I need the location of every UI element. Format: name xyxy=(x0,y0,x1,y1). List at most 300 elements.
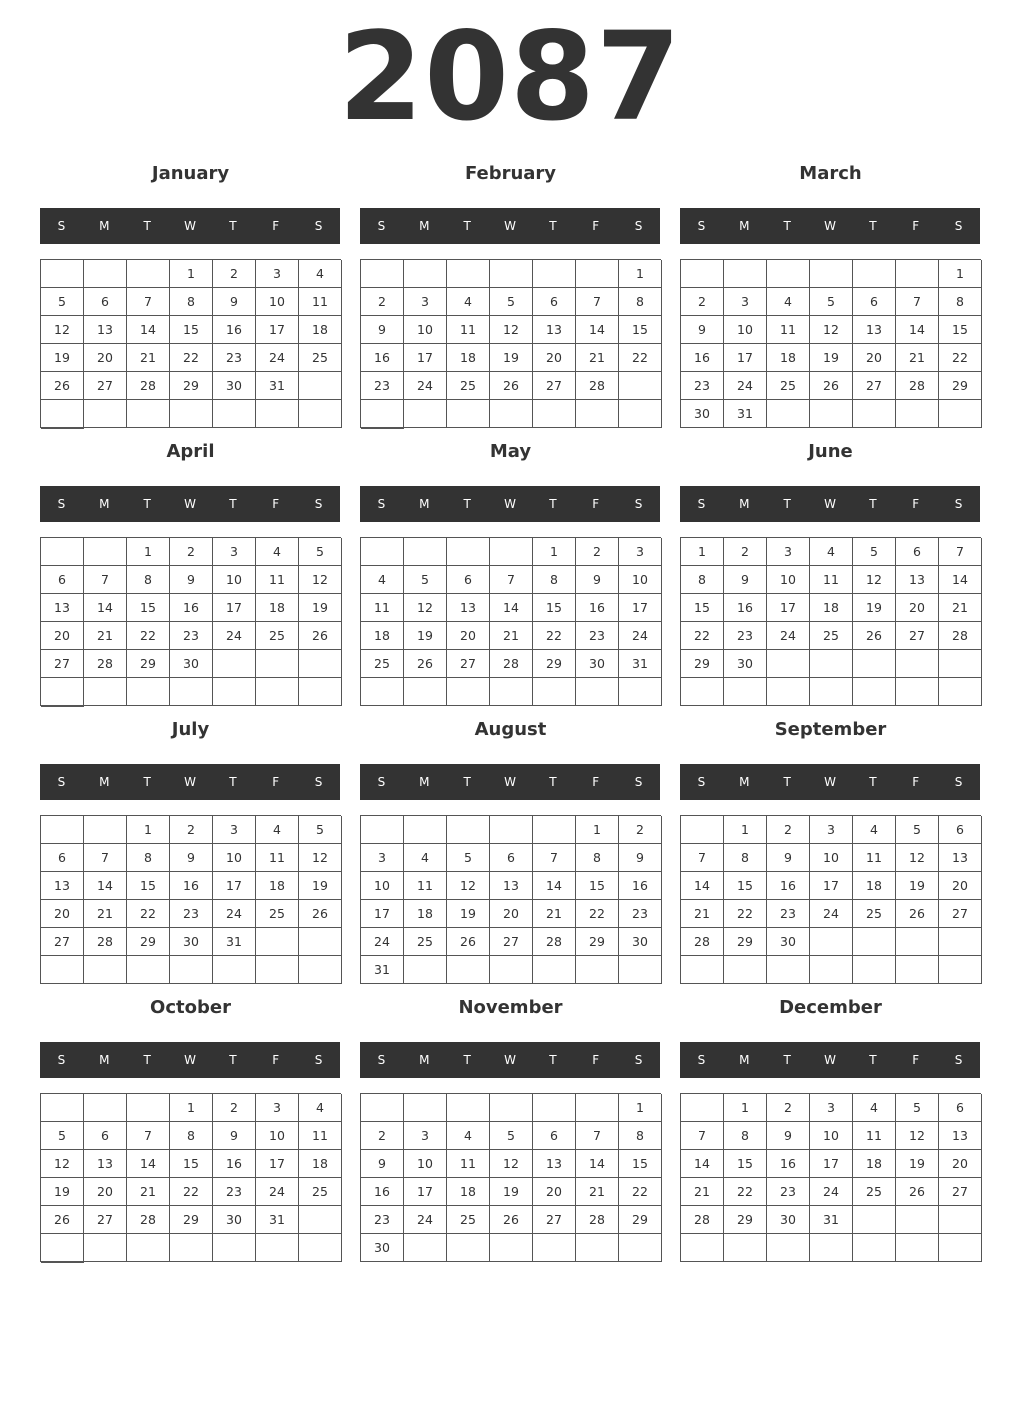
empty-day-cell xyxy=(170,1234,213,1262)
day-cell: 1 xyxy=(576,816,619,844)
day-cell: 31 xyxy=(361,956,404,984)
day-cell: 27 xyxy=(490,928,533,956)
day-cell: 23 xyxy=(361,1206,404,1234)
day-cell: 15 xyxy=(681,594,724,622)
empty-day-cell xyxy=(853,956,896,984)
empty-day-cell xyxy=(404,1234,447,1262)
day-cell: 10 xyxy=(256,288,299,316)
day-cell: 2 xyxy=(767,1094,810,1122)
day-cell: 26 xyxy=(447,928,490,956)
day-cell: 29 xyxy=(619,1206,662,1234)
day-cell: 24 xyxy=(256,1178,299,1206)
empty-day-cell xyxy=(213,650,256,678)
day-cell: 14 xyxy=(533,872,576,900)
day-cell: 24 xyxy=(361,928,404,956)
empty-day-cell xyxy=(490,816,533,844)
day-cell: 3 xyxy=(404,288,447,316)
weekday-label: S xyxy=(57,219,66,233)
day-cell: 16 xyxy=(213,1150,256,1178)
day-cell: 13 xyxy=(41,872,84,900)
empty-day-cell xyxy=(404,956,447,984)
day-cell: 22 xyxy=(533,622,576,650)
empty-day-cell xyxy=(361,538,404,566)
day-cell: 28 xyxy=(939,622,982,650)
empty-day-cell xyxy=(681,260,724,288)
weekday-label: F xyxy=(592,497,600,511)
day-cell: 4 xyxy=(853,1094,896,1122)
weekday-label: F xyxy=(912,497,920,511)
day-cell: 23 xyxy=(170,622,213,650)
day-cell: 21 xyxy=(127,1178,170,1206)
day-cell: 19 xyxy=(299,594,342,622)
empty-day-cell xyxy=(896,400,939,428)
day-cell: 21 xyxy=(127,344,170,372)
day-cell: 15 xyxy=(170,1150,213,1178)
empty-day-cell xyxy=(404,400,447,428)
empty-day-cell xyxy=(810,956,853,984)
month-august xyxy=(360,716,661,986)
day-cell: 24 xyxy=(767,622,810,650)
day-cell: 20 xyxy=(939,1150,982,1178)
day-cell: 23 xyxy=(361,372,404,400)
day-cell: 16 xyxy=(681,344,724,372)
day-cell: 13 xyxy=(939,1122,982,1150)
day-cell: 4 xyxy=(447,1122,490,1150)
empty-day-cell xyxy=(576,260,619,288)
day-cell: 1 xyxy=(170,1094,213,1122)
weekday-label: T xyxy=(783,1053,791,1067)
day-cell: 6 xyxy=(533,1122,576,1150)
empty-day-cell xyxy=(810,400,853,428)
weekday-label: S xyxy=(954,1053,963,1067)
month-november xyxy=(360,994,661,1264)
day-cell: 25 xyxy=(361,650,404,678)
day-cell: 3 xyxy=(256,260,299,288)
day-cell: 13 xyxy=(84,1150,127,1178)
day-cell: 12 xyxy=(41,316,84,344)
empty-day-cell xyxy=(404,1094,447,1122)
day-cell: 6 xyxy=(853,288,896,316)
day-cell: 5 xyxy=(447,844,490,872)
empty-day-cell xyxy=(767,400,810,428)
day-cell: 22 xyxy=(127,622,170,650)
day-cell: 30 xyxy=(170,650,213,678)
day-cell: 15 xyxy=(724,872,767,900)
empty-day-cell xyxy=(84,678,127,706)
empty-day-cell xyxy=(127,1094,170,1122)
weekday-label: T xyxy=(869,497,877,511)
empty-day-cell xyxy=(724,956,767,984)
day-cell: 24 xyxy=(213,900,256,928)
weekday-label: S xyxy=(314,219,323,233)
day-cell: 20 xyxy=(41,900,84,928)
day-cell: 11 xyxy=(767,316,810,344)
empty-day-cell xyxy=(490,956,533,984)
weekday-label: T xyxy=(463,497,471,511)
day-cell: 27 xyxy=(84,372,127,400)
weekday-label: S xyxy=(314,1053,323,1067)
day-cell: 15 xyxy=(576,872,619,900)
day-cell: 30 xyxy=(170,928,213,956)
empty-day-cell xyxy=(127,956,170,984)
day-cell: 30 xyxy=(681,400,724,428)
day-grid xyxy=(360,1093,661,1262)
day-cell: 26 xyxy=(853,622,896,650)
weekday-label: M xyxy=(99,219,110,233)
day-cell: 14 xyxy=(939,566,982,594)
empty-day-cell xyxy=(256,1234,299,1262)
day-cell: 13 xyxy=(84,316,127,344)
empty-day-cell xyxy=(896,956,939,984)
weekday-label: T xyxy=(869,775,877,789)
day-cell: 29 xyxy=(939,372,982,400)
day-cell: 14 xyxy=(896,316,939,344)
empty-day-cell xyxy=(41,956,84,984)
weekday-label: W xyxy=(824,1053,836,1067)
day-cell: 10 xyxy=(767,566,810,594)
day-cell: 23 xyxy=(681,372,724,400)
day-cell: 11 xyxy=(299,288,342,316)
empty-day-cell xyxy=(361,1094,404,1122)
day-cell: 2 xyxy=(213,1094,256,1122)
empty-day-cell xyxy=(41,260,84,288)
weekday-label: W xyxy=(504,1053,516,1067)
day-cell: 3 xyxy=(810,1094,853,1122)
day-cell: 25 xyxy=(853,1178,896,1206)
day-cell: 4 xyxy=(256,816,299,844)
month-march xyxy=(680,160,981,430)
weekday-label: T xyxy=(549,219,557,233)
day-cell: 26 xyxy=(490,1206,533,1234)
day-cell: 16 xyxy=(619,872,662,900)
empty-day-cell xyxy=(127,678,170,706)
weekday-label: S xyxy=(314,497,323,511)
day-cell: 23 xyxy=(213,344,256,372)
day-cell: 11 xyxy=(361,594,404,622)
empty-day-cell xyxy=(447,678,490,706)
empty-day-cell xyxy=(84,1094,127,1122)
weekday-label: W xyxy=(184,497,196,511)
day-grid xyxy=(680,1093,981,1262)
day-cell: 11 xyxy=(256,566,299,594)
empty-day-cell xyxy=(533,260,576,288)
day-cell: 17 xyxy=(810,1150,853,1178)
empty-day-cell xyxy=(576,678,619,706)
day-cell: 31 xyxy=(810,1206,853,1234)
day-cell: 10 xyxy=(404,1150,447,1178)
day-cell: 17 xyxy=(724,344,767,372)
day-cell: 14 xyxy=(576,1150,619,1178)
day-cell: 29 xyxy=(724,1206,767,1234)
day-cell: 9 xyxy=(213,288,256,316)
day-cell: 9 xyxy=(681,316,724,344)
day-cell: 5 xyxy=(299,538,342,566)
day-cell: 5 xyxy=(810,288,853,316)
weekday-header xyxy=(40,764,340,800)
empty-day-cell xyxy=(767,260,810,288)
weekday-label: S xyxy=(634,1053,643,1067)
day-cell: 24 xyxy=(810,1178,853,1206)
day-cell: 29 xyxy=(127,650,170,678)
day-cell: 30 xyxy=(361,1234,404,1262)
weekday-label: S xyxy=(697,775,706,789)
day-grid xyxy=(680,815,981,984)
day-cell: 20 xyxy=(939,872,982,900)
day-cell: 27 xyxy=(939,900,982,928)
day-cell: 8 xyxy=(127,566,170,594)
day-cell: 9 xyxy=(724,566,767,594)
empty-day-cell xyxy=(939,400,982,428)
empty-day-cell xyxy=(681,956,724,984)
weekday-label: W xyxy=(184,219,196,233)
day-cell: 18 xyxy=(299,316,342,344)
empty-day-cell xyxy=(447,1094,490,1122)
day-cell: 2 xyxy=(361,1122,404,1150)
day-cell: 25 xyxy=(299,344,342,372)
day-cell: 23 xyxy=(619,900,662,928)
day-cell: 4 xyxy=(299,260,342,288)
day-cell: 17 xyxy=(213,594,256,622)
day-cell: 9 xyxy=(170,566,213,594)
day-cell: 3 xyxy=(213,538,256,566)
weekday-label: T xyxy=(869,219,877,233)
day-cell: 12 xyxy=(853,566,896,594)
empty-day-cell xyxy=(447,816,490,844)
empty-day-cell xyxy=(41,706,84,707)
empty-day-cell xyxy=(41,538,84,566)
day-cell: 12 xyxy=(490,316,533,344)
day-cell: 24 xyxy=(404,372,447,400)
day-cell: 22 xyxy=(170,1178,213,1206)
day-cell: 28 xyxy=(84,650,127,678)
day-cell: 27 xyxy=(41,928,84,956)
day-cell: 20 xyxy=(533,344,576,372)
day-cell: 20 xyxy=(896,594,939,622)
day-cell: 15 xyxy=(724,1150,767,1178)
empty-day-cell xyxy=(896,678,939,706)
day-cell: 7 xyxy=(681,844,724,872)
day-cell: 16 xyxy=(724,594,767,622)
weekday-label: F xyxy=(592,1053,600,1067)
empty-day-cell xyxy=(810,260,853,288)
day-cell: 5 xyxy=(896,1094,939,1122)
day-cell: 20 xyxy=(447,622,490,650)
empty-day-cell xyxy=(853,678,896,706)
day-cell: 21 xyxy=(84,622,127,650)
day-cell: 26 xyxy=(404,650,447,678)
day-cell: 18 xyxy=(361,622,404,650)
weekday-label: S xyxy=(634,775,643,789)
empty-day-cell xyxy=(767,678,810,706)
empty-day-cell xyxy=(299,928,342,956)
empty-day-cell xyxy=(533,1234,576,1262)
weekday-label: M xyxy=(99,1053,110,1067)
empty-day-cell xyxy=(361,428,404,429)
day-cell: 13 xyxy=(490,872,533,900)
empty-day-cell xyxy=(213,1234,256,1262)
day-cell: 2 xyxy=(681,288,724,316)
day-cell: 30 xyxy=(767,1206,810,1234)
empty-day-cell xyxy=(299,678,342,706)
day-cell: 26 xyxy=(41,1206,84,1234)
day-cell: 17 xyxy=(361,900,404,928)
empty-day-cell xyxy=(896,928,939,956)
day-cell: 8 xyxy=(170,288,213,316)
weekday-label: T xyxy=(143,497,151,511)
day-cell: 27 xyxy=(447,650,490,678)
weekday-label: W xyxy=(184,1053,196,1067)
day-cell: 17 xyxy=(256,1150,299,1178)
day-cell: 7 xyxy=(490,566,533,594)
day-cell: 22 xyxy=(681,622,724,650)
empty-day-cell xyxy=(127,260,170,288)
day-cell: 1 xyxy=(127,816,170,844)
empty-day-cell xyxy=(41,816,84,844)
day-cell: 6 xyxy=(41,844,84,872)
day-cell: 8 xyxy=(939,288,982,316)
day-cell: 11 xyxy=(447,1150,490,1178)
weekday-header xyxy=(360,208,660,244)
day-cell: 9 xyxy=(767,844,810,872)
empty-day-cell xyxy=(533,956,576,984)
empty-day-cell xyxy=(533,400,576,428)
day-cell: 19 xyxy=(447,900,490,928)
empty-day-cell xyxy=(681,1234,724,1262)
empty-day-cell xyxy=(41,1094,84,1122)
day-cell: 5 xyxy=(41,1122,84,1150)
day-cell: 6 xyxy=(896,538,939,566)
day-cell: 25 xyxy=(853,900,896,928)
day-cell: 15 xyxy=(127,594,170,622)
day-cell: 27 xyxy=(896,622,939,650)
empty-day-cell xyxy=(127,1234,170,1262)
weekday-header xyxy=(360,486,660,522)
day-cell: 16 xyxy=(576,594,619,622)
day-cell: 6 xyxy=(939,1094,982,1122)
empty-day-cell xyxy=(724,678,767,706)
weekday-label: S xyxy=(377,775,386,789)
empty-day-cell xyxy=(299,956,342,984)
day-cell: 26 xyxy=(41,372,84,400)
month-name: June xyxy=(808,441,853,462)
day-grid xyxy=(360,537,661,706)
day-cell: 27 xyxy=(533,372,576,400)
day-cell: 26 xyxy=(810,372,853,400)
day-cell: 24 xyxy=(213,622,256,650)
day-cell: 23 xyxy=(767,900,810,928)
day-cell: 4 xyxy=(256,538,299,566)
weekday-label: M xyxy=(419,219,430,233)
month-june xyxy=(680,438,981,708)
day-cell: 26 xyxy=(896,1178,939,1206)
day-cell: 25 xyxy=(810,622,853,650)
day-grid xyxy=(360,815,661,984)
day-grid xyxy=(40,259,341,428)
month-name: January xyxy=(151,163,230,184)
day-cell: 19 xyxy=(41,1178,84,1206)
day-cell: 7 xyxy=(576,288,619,316)
month-january xyxy=(40,160,341,430)
weekday-label: M xyxy=(419,497,430,511)
day-cell: 22 xyxy=(724,1178,767,1206)
day-cell: 5 xyxy=(41,288,84,316)
empty-day-cell xyxy=(619,372,662,400)
day-cell: 6 xyxy=(84,1122,127,1150)
day-cell: 3 xyxy=(724,288,767,316)
weekday-label: M xyxy=(739,1053,750,1067)
empty-day-cell xyxy=(810,1234,853,1262)
day-cell: 1 xyxy=(724,816,767,844)
day-cell: 3 xyxy=(256,1094,299,1122)
empty-day-cell xyxy=(213,678,256,706)
day-cell: 29 xyxy=(576,928,619,956)
weekday-label: T xyxy=(783,219,791,233)
day-cell: 19 xyxy=(490,1178,533,1206)
day-cell: 23 xyxy=(724,622,767,650)
weekday-header xyxy=(680,208,980,244)
empty-day-cell xyxy=(84,538,127,566)
day-cell: 6 xyxy=(84,288,127,316)
day-cell: 1 xyxy=(619,260,662,288)
day-cell: 20 xyxy=(533,1178,576,1206)
weekday-label: S xyxy=(697,497,706,511)
day-cell: 19 xyxy=(810,344,853,372)
empty-day-cell xyxy=(404,538,447,566)
day-cell: 18 xyxy=(447,344,490,372)
day-cell: 13 xyxy=(533,1150,576,1178)
weekday-label: W xyxy=(184,775,196,789)
day-cell: 24 xyxy=(404,1206,447,1234)
weekday-label: T xyxy=(463,1053,471,1067)
empty-day-cell xyxy=(447,956,490,984)
day-cell: 17 xyxy=(810,872,853,900)
day-cell: 1 xyxy=(619,1094,662,1122)
day-cell: 18 xyxy=(256,594,299,622)
empty-day-cell xyxy=(299,400,342,428)
day-cell: 7 xyxy=(939,538,982,566)
day-cell: 25 xyxy=(447,1206,490,1234)
day-cell: 14 xyxy=(84,872,127,900)
day-cell: 21 xyxy=(576,1178,619,1206)
empty-day-cell xyxy=(404,816,447,844)
day-cell: 31 xyxy=(724,400,767,428)
day-cell: 22 xyxy=(939,344,982,372)
empty-day-cell xyxy=(490,678,533,706)
day-cell: 8 xyxy=(724,844,767,872)
day-cell: 16 xyxy=(767,872,810,900)
day-cell: 27 xyxy=(84,1206,127,1234)
day-cell: 21 xyxy=(896,344,939,372)
empty-day-cell xyxy=(41,1262,84,1263)
empty-day-cell xyxy=(576,1234,619,1262)
empty-day-cell xyxy=(619,1234,662,1262)
weekday-label: S xyxy=(954,775,963,789)
day-cell: 5 xyxy=(896,816,939,844)
day-cell: 1 xyxy=(127,538,170,566)
empty-day-cell xyxy=(576,956,619,984)
day-cell: 21 xyxy=(533,900,576,928)
day-cell: 1 xyxy=(170,260,213,288)
month-name: August xyxy=(474,719,547,740)
month-october xyxy=(40,994,341,1264)
day-cell: 10 xyxy=(724,316,767,344)
day-cell: 17 xyxy=(404,344,447,372)
empty-day-cell xyxy=(896,650,939,678)
day-cell: 14 xyxy=(681,1150,724,1178)
weekday-label: M xyxy=(739,775,750,789)
day-cell: 17 xyxy=(619,594,662,622)
day-cell: 12 xyxy=(299,566,342,594)
